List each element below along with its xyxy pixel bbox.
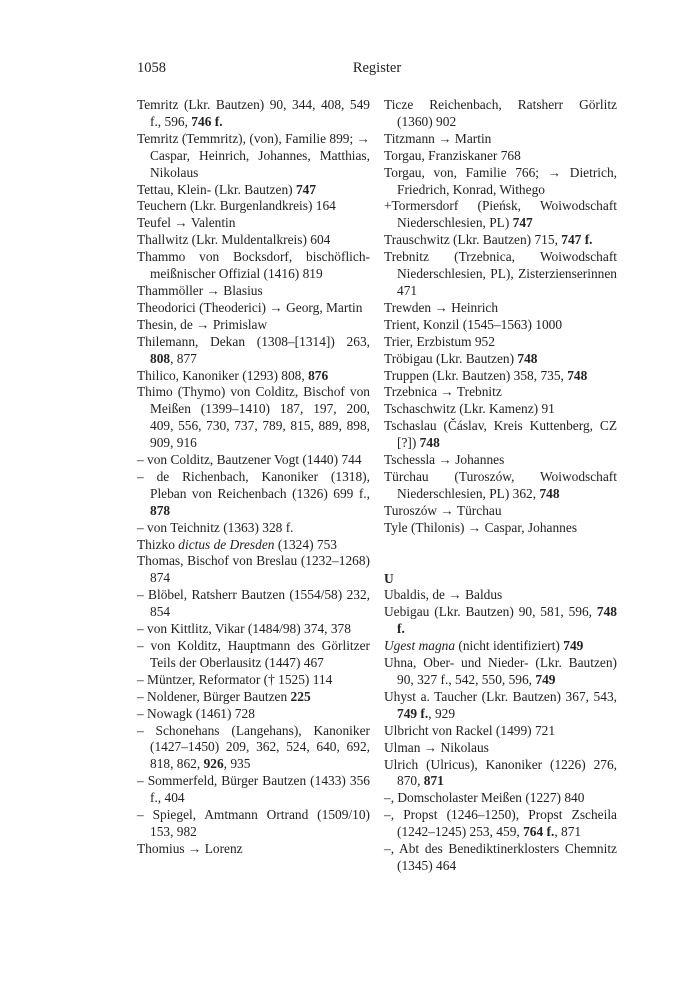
page-number: 1058 bbox=[137, 60, 166, 76]
index-entry: –, Abt des Benediktinerklosters Chemnitz (1345) 464 bbox=[384, 841, 617, 873]
index-entry: Tschaslau (Čáslav, Kreis Kuttenberg, CZ [?]) 748 bbox=[384, 418, 617, 451]
index-entry: – Blöbel, Ratsherr Bautzen (1554/58) 232, 854 bbox=[137, 587, 370, 620]
index-entry: – von Kittlitz, Vikar (1484/98) 374, 378 bbox=[137, 621, 351, 637]
index-entry: – von Kolditz, Hauptmann des Görlitzer Teils der Oberlausitz (1447) 467 bbox=[137, 638, 370, 670]
index-entry: Tyle (Thilonis) → Caspar, Johannes bbox=[384, 519, 578, 535]
index-entry: – Schonehans (Langehans), Kanoniker (1427–1450) 209, 362, 524, 640, 692, 818, 862, 926, 935 bbox=[137, 722, 370, 772]
index-entry: Thallwitz (Lkr. Muldentalkreis) 604 bbox=[137, 232, 331, 248]
index-entry: Tschessla → Johannes bbox=[384, 452, 505, 468]
index-entry: Theodorici (Theoderici) → Georg, Martin bbox=[137, 299, 363, 315]
index-entry: Teufel → Valentin bbox=[137, 215, 236, 231]
index-entry: –, Domscholaster Meißen (1227) 840 bbox=[384, 790, 585, 806]
index-entry: Tschaschwitz (Lkr. Kamenz) 91 bbox=[384, 401, 555, 417]
index-entry: Tettau, Klein- (Lkr. Bautzen) 747 bbox=[137, 181, 317, 197]
index-entry: Uhna, Ober- und Nieder- (Lkr. Bautzen) 90, 327 f., 542, 550, 596, 749 bbox=[384, 655, 617, 687]
running-title: Register bbox=[352, 60, 402, 76]
index-entry: – de Richenbach, Kanoniker (1318), Pleban von Reichenbach (1326) 699 f., 878 bbox=[137, 468, 370, 518]
index-entry: Ticze Reichenbach, Ratsherr Görlitz (1360) 902 bbox=[384, 97, 617, 129]
index-entry: Tröbigau (Lkr. Bautzen) 748 bbox=[384, 350, 538, 366]
section-letter: U bbox=[384, 570, 394, 586]
index-entry: – von Colditz, Bautzener Vogt (1440) 744 bbox=[137, 452, 362, 468]
index-entry: Turoszów → Türchau bbox=[384, 502, 502, 518]
index-entry: Thammöller → Blasius bbox=[137, 282, 263, 298]
index-entry: – Nowagk (1461) 728 bbox=[137, 705, 255, 721]
index-entry: Ulrich (Ulricus), Kanoniker (1226) 276, 870, 871 bbox=[384, 756, 617, 789]
index-entry: Torgau, von, Familie 766; → Dietrich, Friedrich, Konrad, Withego bbox=[384, 164, 617, 197]
index-entry: Uebigau (Lkr. Bautzen) 90, 581, 596, 748 f. bbox=[384, 604, 617, 637]
index-entry: Thizko dictus de Dresden (1324) 753 bbox=[137, 536, 337, 552]
index-entry: Thilico, Kanoniker (1293) 808, 876 bbox=[137, 367, 329, 383]
index-entry: Titzmann → Martin bbox=[384, 130, 492, 146]
page-header bbox=[137, 60, 617, 82]
index-entry: Trient, Konzil (1545–1563) 1000 bbox=[384, 316, 563, 332]
index-entry: Temritz (Temmritz), (von), Familie 899; → Caspar, Heinrich, Johannes, Matthias, Nikolaus bbox=[137, 130, 370, 180]
index-entry: Ulbricht von Rackel (1499) 721 bbox=[384, 722, 556, 738]
index-column-right bbox=[384, 97, 617, 875]
index-entry: Trewden → Heinrich bbox=[384, 299, 499, 315]
index-entry: Thesin, de → Primislaw bbox=[137, 316, 268, 332]
index-entry: Temritz (Lkr. Bautzen) 90, 344, 408, 549 f., 596, 746 f. bbox=[137, 97, 370, 129]
index-section-u bbox=[384, 587, 617, 874]
index-entry: Trebnitz (Trzebnica, Woiwodschaft Niederschlesien, PL), Zisterzienserinnen 471 bbox=[384, 249, 617, 298]
index-entry: – Spiegel, Amtmann Ortrand (1509/10) 153, 982 bbox=[137, 807, 370, 839]
index-entry: – von Teichnitz (1363) 328 f. bbox=[137, 519, 294, 535]
index-entry: Trauschwitz (Lkr. Bautzen) 715, 747 f. bbox=[384, 232, 593, 248]
index-entry: – Sommerfeld, Bürger Bautzen (1433) 356 f., 404 bbox=[137, 773, 370, 806]
index-section-t-continued bbox=[384, 97, 617, 537]
index-column-left bbox=[137, 97, 370, 858]
index-entry: Ugest magna (nicht identifiziert) 749 bbox=[384, 638, 584, 654]
section-gap bbox=[384, 537, 617, 571]
index-entry: – Müntzer, Reformator († 1525) 114 bbox=[137, 671, 333, 687]
index-entry: Ubaldis, de → Baldus bbox=[384, 587, 503, 603]
index-entry: Teuchern (Lkr. Burgenlandkreis) 164 bbox=[137, 198, 336, 214]
index-entry: Ulman → Nikolaus bbox=[384, 739, 489, 755]
index-entry: Torgau, Franziskaner 768 bbox=[384, 147, 521, 163]
index-entry: Thimo (Thymo) von Colditz, Bischof von Meißen (1399–1410) 187, 197, 200, 409, 556, 730, 737, 789, 815, 889, 898, 909, 916 bbox=[137, 384, 370, 451]
index-entry: –, Propst (1246–1250), Propst Zscheila (1242–1245) 253, 459, 764 f., 871 bbox=[384, 807, 617, 840]
index-entry: Thomas, Bischof von Breslau (1232–1268) 874 bbox=[137, 553, 370, 586]
index-entry: Truppen (Lkr. Bautzen) 358, 735, 748 bbox=[384, 367, 588, 383]
index-entry: Thomius → Lorenz bbox=[137, 840, 243, 856]
index-entry: Trzebnica → Trebnitz bbox=[384, 384, 502, 400]
index-entry: Thammo von Bocksdorf, bischöflich-meißnischer Offizial (1416) 819 bbox=[137, 249, 370, 282]
index-entry: Trier, Erzbistum 952 bbox=[384, 333, 495, 349]
index-entry: +Tormersdorf (Pieńsk, Woiwodschaft Niederschlesien, PL) 747 bbox=[384, 198, 617, 231]
index-entry: Uhyst a. Taucher (Lkr. Bautzen) 367, 543, 749 f., 929 bbox=[384, 688, 617, 721]
index-entry: Türchau (Turoszów, Woiwodschaft Niederschlesien, PL) 362, 748 bbox=[384, 468, 617, 501]
index-entry: – Noldener, Bürger Bautzen 225 bbox=[137, 688, 311, 704]
index-entry: Thilemann, Dekan (1308–[1314]) 263, 808, 877 bbox=[137, 333, 370, 366]
